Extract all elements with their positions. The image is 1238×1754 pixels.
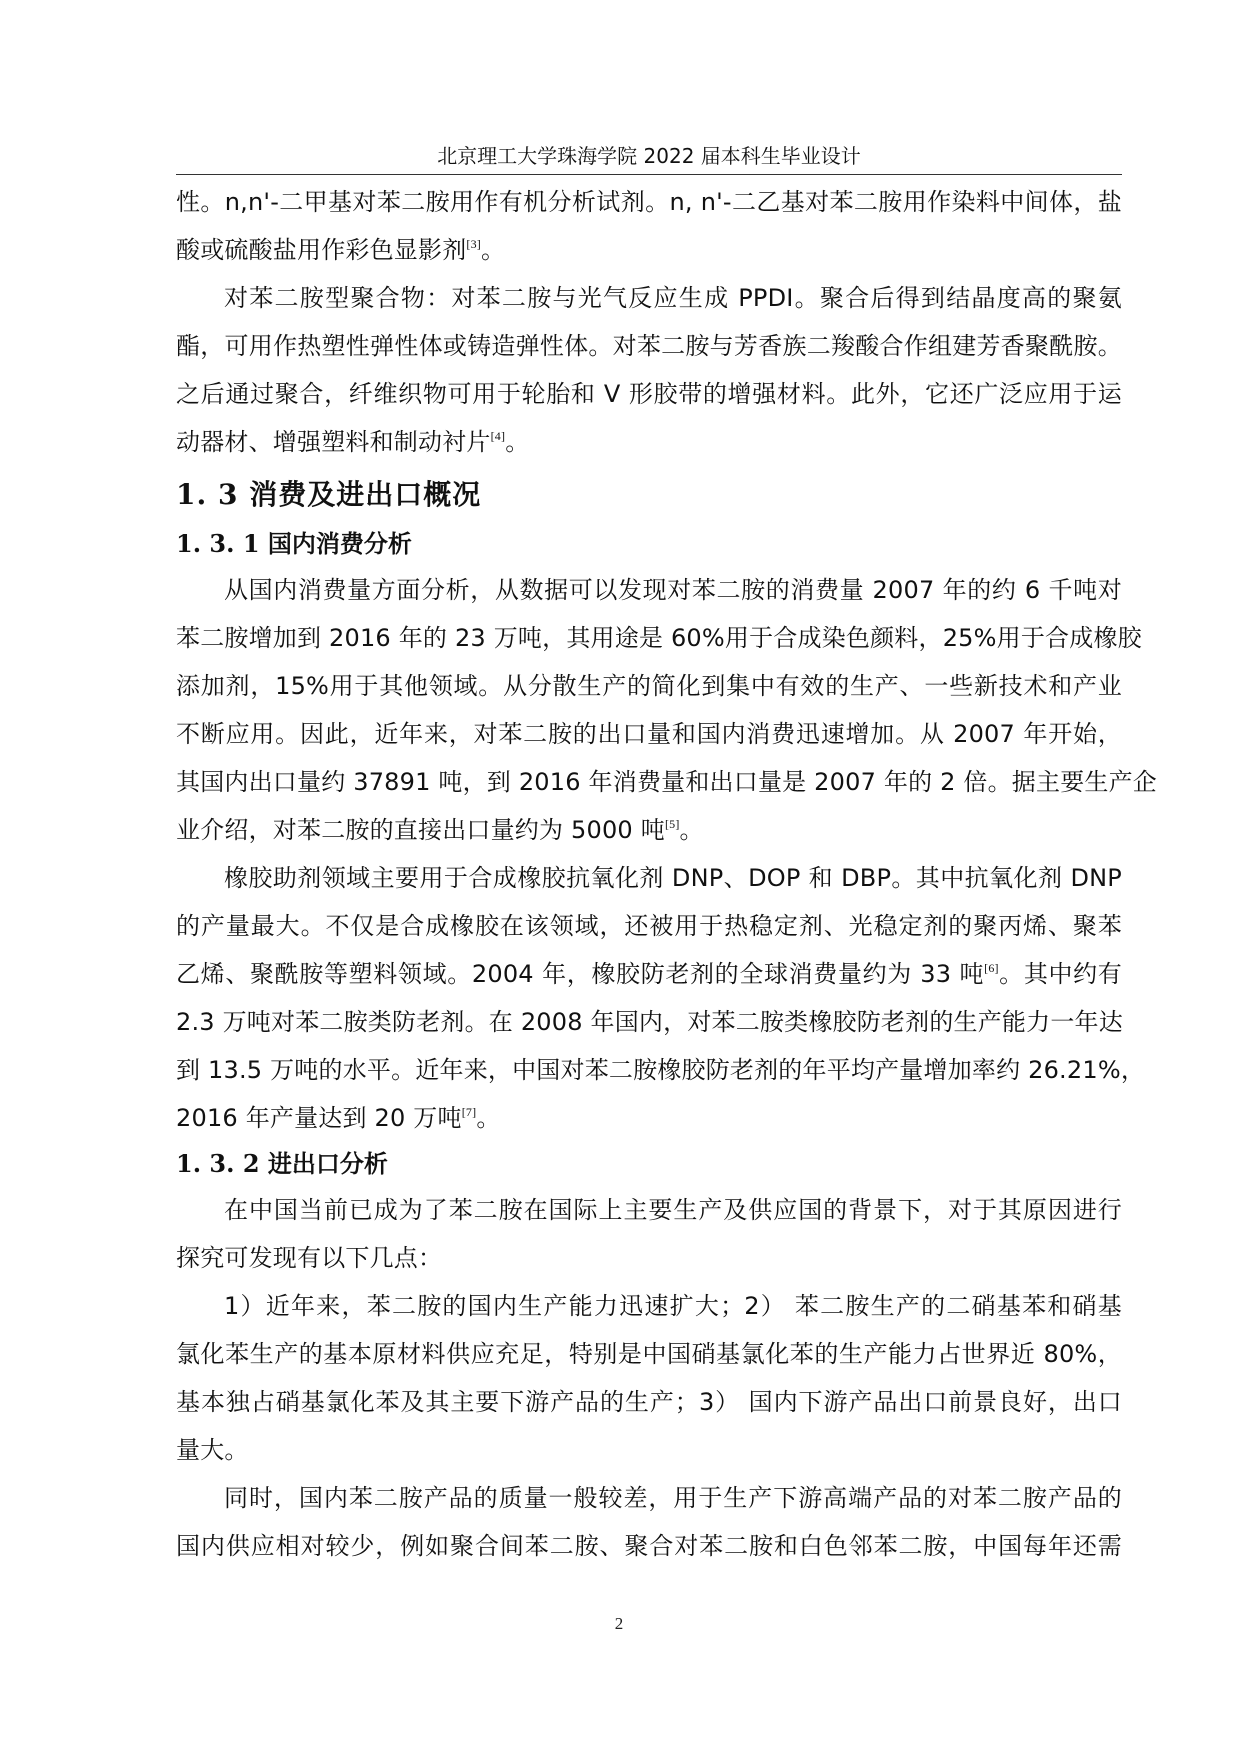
paragraph-import-export-intro xyxy=(176,1186,1122,1282)
page-number: 2 xyxy=(614,1614,624,1633)
paragraph-continuation xyxy=(176,178,1122,274)
text-line: 氯化苯生产的基本原材料供应充足，特别是中国硝基氯化苯的生产能力占世界近 80%， xyxy=(176,1340,1122,1368)
text-line: 酯，可用作热塑性弹性体或铸造弹性体。对苯二胺与芳香族二羧酸合作组建芳香聚酰胺。 xyxy=(176,332,1122,360)
citation-ref[interactable]: [4] xyxy=(490,429,506,443)
text-span: 乙烯、聚酰胺等塑料领域。2004 年，橡胶防老剂的全球消费量约为 33 吨 xyxy=(176,960,985,988)
text-span: 酸或硫酸盐用作彩色显影剂 xyxy=(176,236,467,264)
paragraph-polymer xyxy=(176,274,1122,466)
text-line: 1）近年来，苯二胺的国内生产能力迅速扩大；2） 苯二胺生产的二硝基苯和硝基 xyxy=(224,1292,1122,1320)
citation-ref[interactable]: [6] xyxy=(984,961,999,975)
text-line: 国内供应相对较少，例如聚合间苯二胺、聚合对苯二胺和白色邻苯二胺，中国每年还需 xyxy=(176,1532,1122,1560)
text-line: 对苯二胺型聚合物：对苯二胺与光气反应生成 PPDI。聚合后得到结晶度高的聚氨 xyxy=(224,284,1122,312)
text-span: 2016 年产量达到 20 万吨 xyxy=(176,1104,462,1132)
text-line xyxy=(176,418,1122,466)
text-line: 之后通过聚合，纤维织物可用于轮胎和 V 形胶带的增强材料。此外，它还广泛应用于运 xyxy=(176,380,1122,408)
paragraph-reasons-list xyxy=(176,1282,1122,1474)
citation-ref[interactable]: [3] xyxy=(466,237,481,251)
text-line: 同时，国内苯二胺产品的质量一般较差，用于生产下游高端产品的对苯二胺产品的 xyxy=(224,1484,1122,1512)
running-header: 北京理工大学珠海学院 2022 届本科生毕业设计 xyxy=(437,144,861,168)
text-span: 。其中约有 xyxy=(998,960,1123,988)
text-line xyxy=(176,950,1122,998)
text-span: 动器材、增强塑料和制动衬片 xyxy=(176,428,491,456)
text-line: 不断应用。因此，近年来，对苯二胺的出口量和国内消费迅速增加。从 2007 年开始， xyxy=(176,720,1122,748)
paragraph-rubber-additives xyxy=(176,854,1146,1142)
paragraph-quality xyxy=(176,1474,1122,1570)
text-span: 。 xyxy=(505,428,530,456)
text-line: 其国内出口量约 37891 吨，到 2016 年消费量和出口量是 2007 年的 2 倍。据主要生产企 xyxy=(176,768,1158,796)
subsection-heading-1-3-2: 1. 3. 2 进出口分析 xyxy=(176,1149,388,1178)
text-line: 到 13.5 万吨的水平。近年来，中国对苯二胺橡胶防老剂的年平均产量增加率约 26.21%， xyxy=(176,1056,1146,1084)
text-span: 。 xyxy=(476,1104,501,1132)
text-line: 基本独占硝基氯化苯及其主要下游产品的生产；3） 国内下游产品出口前景良好，出口 xyxy=(176,1388,1122,1416)
text-line: 性。n,n'-二甲基对苯二胺用作有机分析试剂。n, n'-二乙基对苯二胺用作染料中间体，盐 xyxy=(176,188,1122,216)
section-heading-1-3: 1. 3 消费及进出口概况 xyxy=(176,478,482,511)
text-span: 。 xyxy=(481,236,506,264)
page-body xyxy=(176,178,1158,1570)
text-line: 的产量最大。不仅是合成橡胶在该领域，还被用于热稳定剂、光稳定剂的聚丙烯、聚苯 xyxy=(176,912,1122,940)
subsection-heading-1-3-1: 1. 3. 1 国内消费分析 xyxy=(176,529,412,558)
paragraph-domestic-consumption xyxy=(176,566,1158,854)
citation-ref[interactable]: [7] xyxy=(461,1105,477,1119)
text-line xyxy=(176,226,1122,274)
text-line: 探究可发现有以下几点： xyxy=(176,1244,443,1272)
text-span: 。 xyxy=(679,816,704,844)
header-rule xyxy=(176,174,1122,175)
text-line: 在中国当前已成为了苯二胺在国际上主要生产及供应国的背景下，对于其原因进行 xyxy=(224,1196,1122,1224)
text-line xyxy=(176,806,1122,854)
text-line: 添加剂，15%用于其他领域。从分散生产的简化到集中有效的生产、一些新技术和产业 xyxy=(176,672,1122,700)
text-line: 苯二胺增加到 2016 年的 23 万吨，其用途是 60%用于合成染色颜料，25%用于合成橡胶 xyxy=(176,624,1142,652)
text-line: 橡胶助剂领域主要用于合成橡胶抗氧化剂 DNP、DOP 和 DBP。其中抗氧化剂 DNP xyxy=(224,864,1122,892)
citation-ref[interactable]: [5] xyxy=(664,817,680,831)
text-span: 业介绍，对苯二胺的直接出口量约为 5000 吨 xyxy=(176,816,665,844)
text-line: 量大。 xyxy=(176,1436,249,1464)
text-line: 2.3 万吨对苯二胺类防老剂。在 2008 年国内，对苯二胺类橡胶防老剂的生产能力一年达 xyxy=(176,1008,1123,1036)
text-line xyxy=(176,1094,1122,1142)
text-line: 从国内消费量方面分析，从数据可以发现对苯二胺的消费量 2007 年的约 6 千吨对 xyxy=(224,576,1122,604)
